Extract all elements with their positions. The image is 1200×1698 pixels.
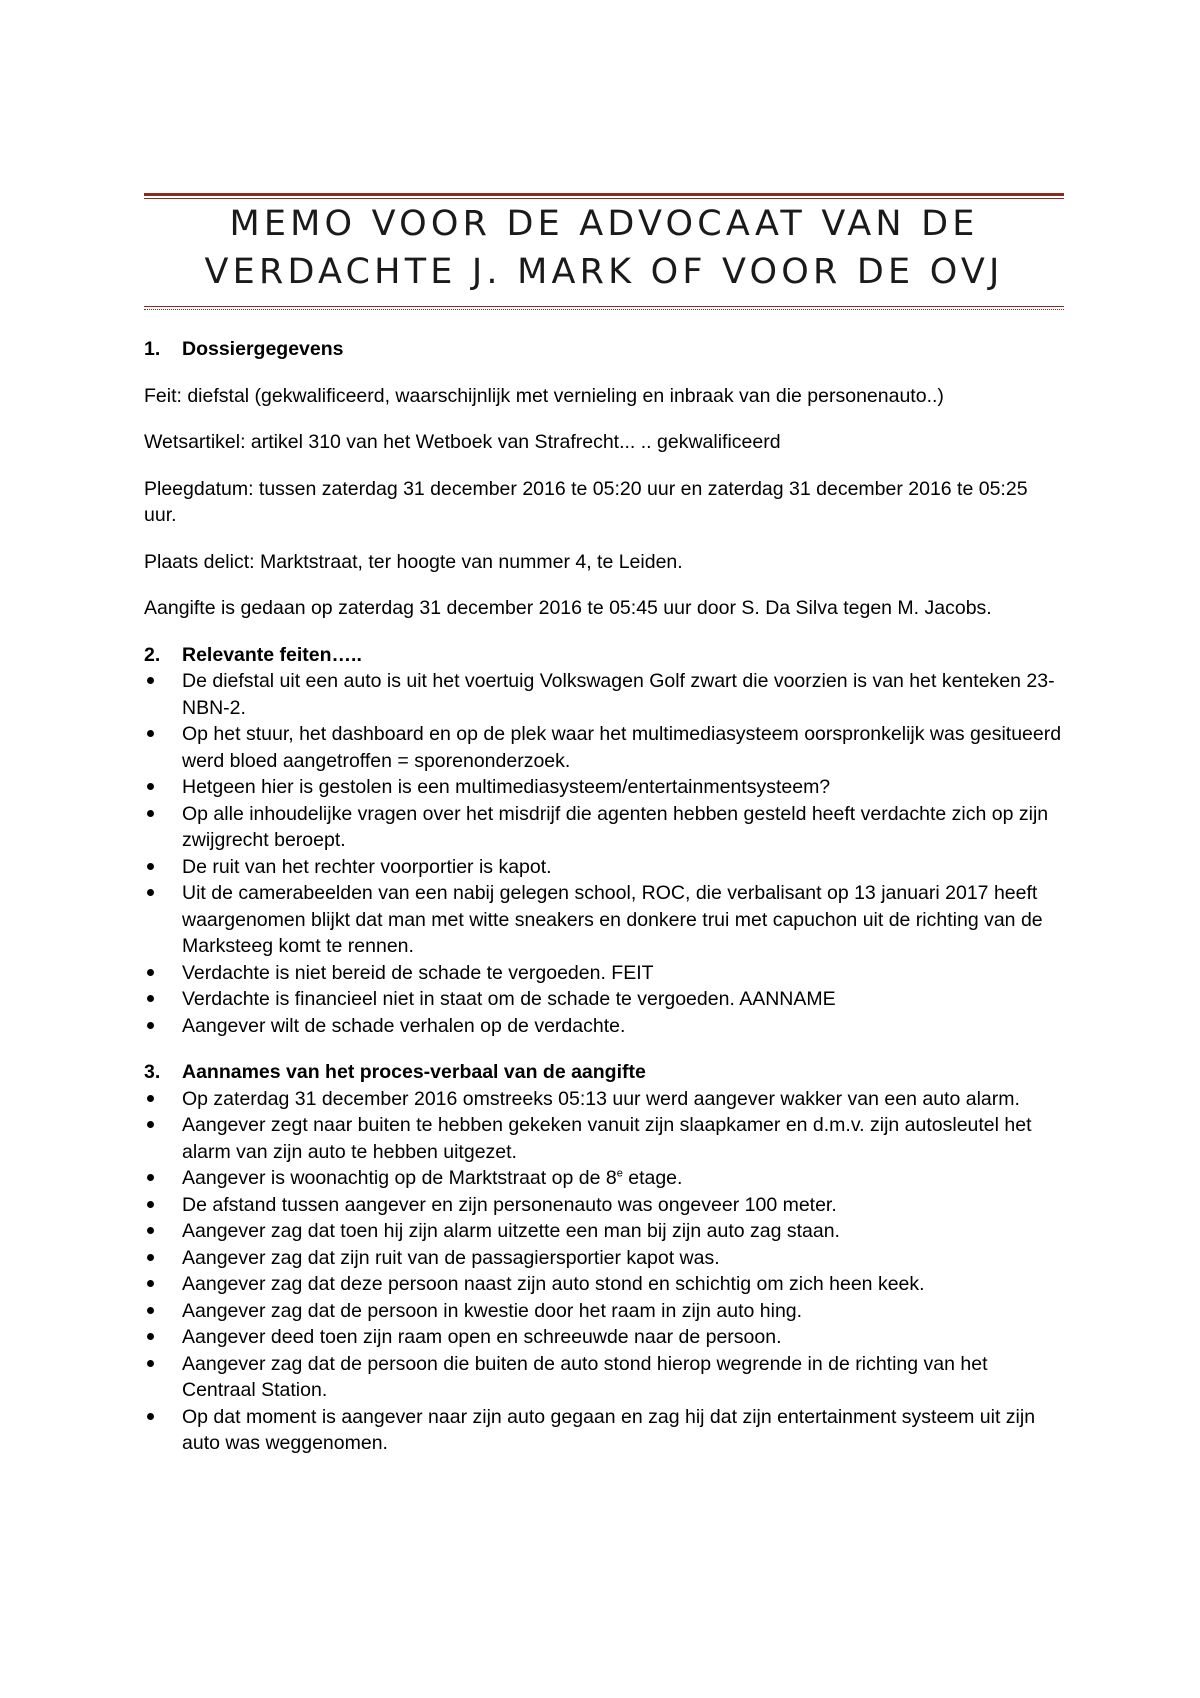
list-item xyxy=(144,1086,1064,1113)
section-1-paragraph: Pleegdatum: tussen zaterdag 31 december 2016 te 05:20 uur en zaterdag 31 december 2016 te 05:25 uur. xyxy=(144,477,1028,526)
list-item xyxy=(144,1324,1064,1351)
list-item-text: Op zaterdag 31 december 2016 omstreeks 05:13 uur werd aangever wakker van een auto alarm. xyxy=(182,1087,1020,1110)
list-item xyxy=(144,986,1064,1013)
bullet-icon xyxy=(144,1351,182,1404)
list-item xyxy=(144,1404,1064,1457)
list-item xyxy=(144,960,1064,987)
list-item-text xyxy=(182,1165,1064,1192)
list-item-text: Aangever zag dat de persoon in kwestie door het raam in zijn auto hing. xyxy=(182,1299,803,1322)
list-item-text-suffix: etage. xyxy=(622,1167,683,1189)
list-item xyxy=(144,668,1064,721)
floor-ordinal-superscript: e xyxy=(616,1167,623,1180)
list-item-text: Aangever zag dat toen hij zijn alarm uitzette een man bij zijn auto zag staan. xyxy=(182,1220,840,1242)
list-item xyxy=(144,1165,1064,1192)
list-item xyxy=(144,801,1064,854)
section-2-number: 2. xyxy=(144,643,161,666)
memo-body xyxy=(144,336,1064,1457)
section-1-paragraph: Plaats delict: Marktstraat, ter hoogte van nummer 4, te Leiden. xyxy=(144,550,683,573)
bullet-icon xyxy=(144,1404,182,1457)
memo-title-line-2: VERDACHTE J. MARK OF VOOR DE OVJ xyxy=(204,252,1004,292)
bullet-icon xyxy=(144,1192,182,1219)
section-1-heading xyxy=(144,336,1064,363)
list-item-text: Aangever zag dat deze persoon naast zijn auto stond en schichtig om zich heen keek. xyxy=(182,1273,925,1295)
list-item-text: De ruit van het rechter voorportier is kapot. xyxy=(182,855,552,878)
section-2-heading xyxy=(144,642,1064,669)
bullet-icon xyxy=(144,960,182,987)
list-item xyxy=(144,1298,1064,1325)
title-top-rule xyxy=(144,193,1064,196)
section-1-paragraph: Feit: diefstal (gekwalificeerd, waarschijnlijk met vernieling en inbraak van die personenauto..) xyxy=(144,384,944,407)
bullet-icon xyxy=(144,1165,182,1192)
list-item xyxy=(144,854,1064,881)
bullet-icon xyxy=(144,721,182,774)
bullet-icon xyxy=(144,1112,182,1165)
bullet-icon xyxy=(144,1218,182,1245)
list-item-text: Op het stuur, het dashboard en op de plek waar het multimediasysteem oorspronkelijk was gesitueerd werd bloed aangetroffen = sporenonderzoek. xyxy=(182,723,1062,772)
bullet-icon xyxy=(144,880,182,960)
list-item-text: De diefstal uit een auto is uit het voertuig Volkswagen Golf zwart die voorzien is van het kenteken 23-NBN-2. xyxy=(182,670,1055,719)
list-item xyxy=(144,774,1064,801)
title-top-rule-thin xyxy=(144,198,1064,199)
section-1-title: Dossiergegevens xyxy=(182,338,344,360)
list-item xyxy=(144,1112,1064,1165)
list-item-text: Uit de camerabeelden van een nabij gelegen school, ROC, die verbalisant op 13 januari 2017 heeft waargenomen blijkt dat man met witte sneakers en donkere trui met capuchon uit de richting van de Marksteeg komt te rennen. xyxy=(182,882,1043,957)
bullet-icon xyxy=(144,801,182,854)
bullet-icon xyxy=(144,1086,182,1113)
title-bottom-rule xyxy=(144,306,1064,307)
list-item xyxy=(144,721,1064,774)
section-3-heading xyxy=(144,1059,1064,1086)
list-item-text: De afstand tussen aangever en zijn personenauto was ongeveer 100 meter. xyxy=(182,1193,837,1216)
section-1-paragraph: Wetsartikel: artikel 310 van het Wetboek van Strafrecht... .. gekwalificeerd xyxy=(144,431,781,453)
bullet-icon xyxy=(144,774,182,801)
section-2-title: Relevante feiten….. xyxy=(182,643,362,666)
section-2-bullet-list xyxy=(144,668,1064,1039)
bullet-icon xyxy=(144,1013,182,1040)
section-3-title: Aannames van het proces-verbaal van de aangifte xyxy=(182,1061,646,1083)
bullet-icon xyxy=(144,668,182,721)
list-item-text: Op dat moment is aangever naar zijn auto gegaan en zag hij dat zijn entertainment systeem uit zijn auto was weggenomen. xyxy=(182,1405,1036,1454)
list-item-text: Hetgeen hier is gestolen is een multimediasysteem/entertainmentsysteem? xyxy=(182,776,831,798)
memo-title-line-1: MEMO VOOR DE ADVOCAAT VAN DE xyxy=(229,204,979,244)
list-item-text: Aangever deed toen zijn raam open en schreeuwde naar de persoon. xyxy=(182,1326,782,1348)
list-item xyxy=(144,1351,1064,1404)
list-item xyxy=(144,1271,1064,1298)
list-item xyxy=(144,1218,1064,1245)
list-item-text: Aangever zegt naar buiten te hebben gekeken vanuit zijn slaapkamer en d.m.v. zijn autosleutel het alarm van zijn auto te hebben uitgezet. xyxy=(182,1114,1032,1163)
list-item xyxy=(144,880,1064,960)
list-item-text: Verdachte is niet bereid de schade te vergoeden. FEIT xyxy=(182,961,654,984)
list-item-text: Op alle inhoudelijke vragen over het misdrijf die agenten hebben gesteld heeft verdachte zich op zijn zwijgrecht beroept. xyxy=(182,802,1049,851)
list-item-text: Aangever zag dat de persoon die buiten de auto stond hierop wegrende in de richting van het Centraal Station. xyxy=(182,1352,988,1401)
list-item-text: Aangever zag dat zijn ruit van de passagiersportier kapot was. xyxy=(182,1246,720,1269)
list-item-text: Aangever wilt de schade verhalen op de verdachte. xyxy=(182,1014,626,1037)
section-1-paragraph: Aangifte is gedaan op zaterdag 31 december 2016 te 05:45 uur door S. Da Silva tegen M. Jacobs. xyxy=(144,597,992,619)
bullet-icon xyxy=(144,1245,182,1272)
memo-title xyxy=(144,200,1064,296)
list-item xyxy=(144,1245,1064,1272)
bullet-icon xyxy=(144,854,182,881)
bullet-icon xyxy=(144,1298,182,1325)
section-3-bullet-list xyxy=(144,1086,1064,1457)
bullet-icon xyxy=(144,1324,182,1351)
section-3-number: 3. xyxy=(144,1061,161,1083)
list-item-text-main: Aangever is woonachtig op de Marktstraat op de 8 xyxy=(182,1167,617,1189)
list-item-text: Verdachte is financieel niet in staat om de schade te vergoeden. AANNAME xyxy=(182,988,836,1010)
list-item xyxy=(144,1192,1064,1219)
bullet-icon xyxy=(144,986,182,1013)
bullet-icon xyxy=(144,1271,182,1298)
section-1-number: 1. xyxy=(144,338,161,360)
list-item xyxy=(144,1013,1064,1040)
title-bottom-rule-dotted xyxy=(144,309,1064,310)
